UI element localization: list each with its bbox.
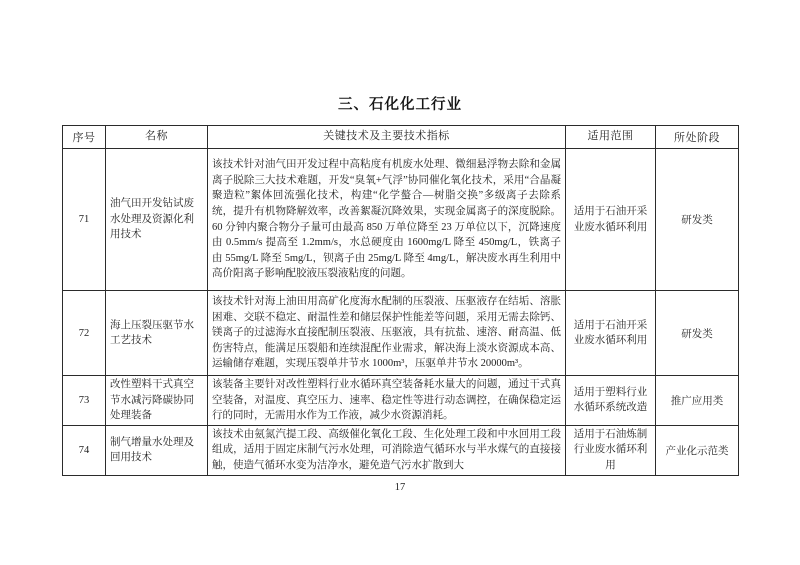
section-title: 三、石化化工行业 <box>338 97 462 113</box>
table-header-row <box>63 126 739 149</box>
tech-name: 海上压裂压驱节水工艺技术 <box>106 291 208 376</box>
tech-name: 制气增量水处理及回用技术 <box>106 425 208 475</box>
page-number: 17 <box>394 482 406 493</box>
table-row <box>63 291 739 376</box>
applicable-scope: 适用于石油开采业废水循环利用 <box>566 291 656 376</box>
tech-table <box>62 125 739 476</box>
tech-name: 改性塑料干式真空节水减污降碳协同处理装备 <box>106 376 208 426</box>
table-row <box>63 149 739 291</box>
tech-description: 该技术针对海上油田用高矿化度海水配制的压裂液、压驱液存在结垢、溶胀困难、交联不稳定、耐温性差和储层保护性能差等问题，采用无需去除钙、镁离子的过滤海水直接配制压裂液、压驱液，具有抗盐、速溶、耐高温、低伤害特点，能满足压裂船和连续混配作业需求，解决海上淡水资源成本高、运输储存难题，实现压裂单井节水 1000m³，压驱单井节水 20000m³。 <box>208 291 566 376</box>
stage-label: 研发类 <box>656 149 739 291</box>
applicable-scope: 适用于石油开采业废水循环利用 <box>566 149 656 291</box>
column-header-stage: 所处阶段 <box>656 126 739 149</box>
stage-label: 研发类 <box>656 291 739 376</box>
row-number: 73 <box>63 376 106 426</box>
column-header-desc: 关键技术及主要技术指标 <box>208 126 566 149</box>
column-header-scope: 适用范围 <box>566 126 656 149</box>
tech-description: 该装备主要针对改性塑料行业水循环真空装备耗水量大的问题，通过干式真空装备，对温度、真空压力、速率、稳定性等进行动态调控，在确保稳定运行的同时，无需用水作为工作液，减少水资源消耗。 <box>208 376 566 426</box>
column-header-name: 名称 <box>106 126 208 149</box>
tech-description: 该技术由氨氮汽提工段、高级催化氧化工段、生化处理工段和中水回用工段组成，适用于固定床制气污水处理，可消除造气循环水与半水煤气的直接接触，使造气循环水变为洁净水，避免造气污水扩散到大 <box>208 425 566 475</box>
stage-label: 推广应用类 <box>656 376 739 426</box>
row-number: 72 <box>63 291 106 376</box>
applicable-scope: 适用于石油炼制行业废水循环利用 <box>566 425 656 475</box>
row-number: 71 <box>63 149 106 291</box>
applicable-scope: 适用于塑料行业水循环系统改造 <box>566 376 656 426</box>
row-number: 74 <box>63 425 106 475</box>
stage-label: 产业化示范类 <box>656 425 739 475</box>
column-header-no: 序号 <box>63 126 106 149</box>
tech-description: 该技术针对油气田开发过程中高粘度有机废水处理、微细悬浮物去除和金属离子脱除三大技术难题，开发“臭氧+气浮”协同催化氧化技术，采用“合晶凝聚造粒”絮体回流强化技术，构建“化学螯合—树脂交换”多级离子去除系统，提升有机物降解效率，改善絮凝沉降效果，实现金属离子的深度脱除。60 分钟内聚合物分子量可由最高 850 万单位降至 23 万单位以下，沉降速度由 0.5mm/s 提高至 1.2mm/s，水总硬度由 1600mg/L 降至 450mg/L，铁离子由 55mg/L 降至 5mg/L，钡离子由 25mg/L 降至 4mg/L，解决废水再生利用中高价阳离子影响配胶液压裂液粘度的问题。 <box>208 149 566 291</box>
table-row <box>63 425 739 475</box>
tech-name: 油气田开发钻试废水处理及资源化利用技术 <box>106 149 208 291</box>
table-row <box>63 376 739 426</box>
